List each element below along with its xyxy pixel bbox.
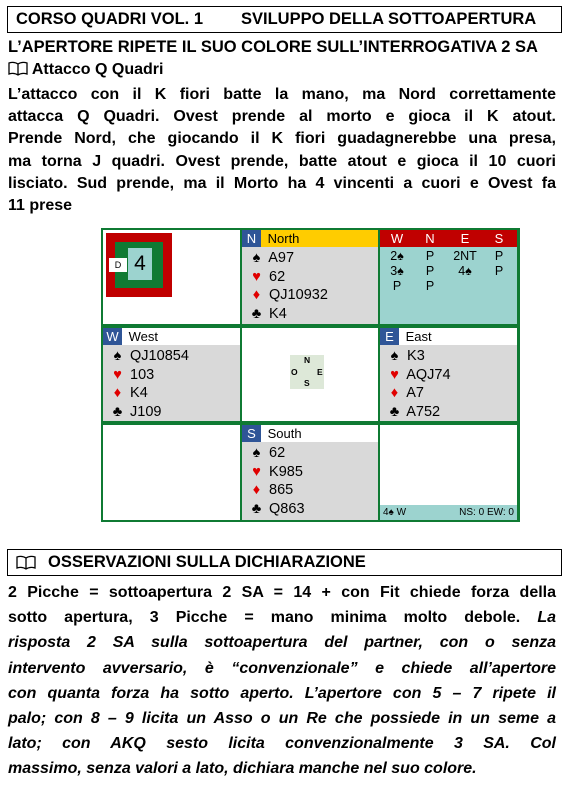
bid-row: 3♠ P 4♠ P [390, 264, 504, 278]
diamond-icon: ♦ [252, 482, 261, 498]
club-icon: ♣ [112, 403, 123, 420]
compass-s: S [304, 378, 310, 388]
bid-col-w: W [390, 231, 404, 246]
east-clubs: ♣ A752 [386, 403, 451, 422]
heart-icon: ♥ [252, 463, 261, 480]
spade-icon: ♠ [252, 445, 261, 461]
west-tag: W [103, 328, 122, 345]
subtitle: L’APERTORE RIPETE IL SUO COLORE SULL’INTERROGATIVA 2 SA [8, 38, 538, 56]
south-diamonds: ♦ 865 [248, 481, 305, 500]
compass-n: N [304, 355, 311, 365]
spade-icon: ♠ [390, 348, 399, 364]
bid-col-e: E [460, 231, 470, 246]
west-name: West [128, 329, 159, 344]
south-spades: ♠ 62 [248, 444, 305, 463]
body-line: attacca Q Quadri. Ovest prende al morto e gioca il K atout. [8, 108, 556, 126]
west-spades: ♠ QJ10854 [109, 347, 189, 366]
west-hearts: ♥ 103 [109, 366, 189, 385]
bidding-header [380, 230, 517, 247]
north-tag: N [242, 230, 261, 247]
dealer-marker: D [109, 258, 127, 272]
heart-icon: ♥ [390, 366, 399, 383]
board-number-cell [103, 230, 240, 324]
east-hand [380, 328, 517, 421]
obs-line: con quanta forza ha sotto aperto. L’apertore con 5 – 7 ripete il [8, 684, 556, 702]
east-header [380, 328, 517, 345]
north-name: North [267, 231, 300, 246]
observations-title: OSSERVAZIONI SULLA DICHIARAZIONE [48, 553, 366, 571]
bid-col-s: S [494, 231, 504, 246]
south-name: South [267, 426, 302, 441]
series-title: CORSO QUADRI VOL. 1 [16, 10, 204, 28]
diamond-icon: ♦ [252, 287, 261, 303]
observations-header [7, 549, 562, 576]
obs-line: intervento avversario, è “convenzionale” e chiede all’apertore [8, 659, 556, 677]
club-icon: ♣ [389, 403, 400, 420]
obs-line: palo; con 8 – 9 licita un Asso o un Re che possiede in un seme a [8, 710, 556, 728]
body-line: 11 prese [8, 197, 73, 215]
spade-icon: ♠ [252, 250, 261, 266]
north-header [242, 230, 378, 247]
book-icon [16, 555, 36, 570]
compass-o: O [291, 367, 298, 377]
obs-line: 2 Picche = sottoapertura 2 SA = 14 + con Fit chiede forza della [8, 584, 556, 601]
deal-diagram [101, 228, 520, 522]
north-spades: ♠ A97 [248, 249, 328, 268]
score-text: NS: 0 EW: 0 [459, 507, 514, 518]
north-clubs: ♣ K4 [248, 305, 328, 324]
west-header [103, 328, 240, 345]
observations-paragraph [8, 580, 556, 782]
east-diamonds: ♦ A7 [386, 384, 451, 403]
east-spades: ♠ K3 [386, 347, 451, 366]
contract-bar [380, 505, 517, 520]
east-hearts: ♥ AQJ74 [386, 366, 451, 385]
board-badge [106, 233, 172, 297]
body-line: Prende Nord, che giocando il K fiori guadagnerebbe una presa, [8, 130, 556, 148]
body-line: ma torna J quadri. Ovest prende, batte atout e gioca il 10 cuori [8, 152, 556, 170]
south-hand [242, 425, 378, 520]
bid-row: P P [392, 279, 435, 293]
book-icon [8, 61, 28, 76]
west-hand [103, 328, 240, 421]
obs-line: lato; con AKQ sesto licita convenzionalmente 3 SA. Col [8, 735, 556, 753]
title-box [7, 6, 562, 33]
diamond-icon: ♦ [113, 385, 122, 401]
club-icon: ♣ [251, 500, 262, 517]
spade-icon: ♠ [113, 348, 122, 364]
topic-title: SVILUPPO DELLA SOTTOAPERTURA [241, 10, 537, 28]
diamond-icon: ♦ [390, 385, 399, 401]
east-name: East [405, 329, 432, 344]
lead-line [8, 61, 163, 79]
bidding-box [380, 230, 517, 324]
heart-icon: ♥ [113, 366, 122, 383]
compass-rose [290, 355, 324, 389]
west-diamonds: ♦ K4 [109, 384, 189, 403]
body-line: L’attacco con il K fiori batte la mano, ma Nord correttamente [8, 86, 556, 103]
body-paragraph [8, 84, 556, 217]
obs-line: risposta 2 SA sulla sottoapertura del partner, con o senza [8, 634, 556, 652]
south-tag: S [242, 425, 261, 442]
north-diamonds: ♦ QJ10932 [248, 286, 328, 305]
west-clubs: ♣ J109 [109, 403, 189, 422]
south-header [242, 425, 378, 442]
contract-text: 4♠ W [383, 507, 407, 518]
body-line: lisciato. Sud prende, ma il Morto ha 4 vincenti a cuori e Ovest fa [8, 174, 556, 192]
obs-line: massimo, senza valori a lato, dichiara manche nel suo colore. [8, 760, 477, 778]
club-icon: ♣ [251, 305, 262, 322]
south-hearts: ♥ K985 [248, 463, 305, 482]
bid-row: 2♠ P 2NT P [390, 249, 504, 263]
obs-line: sotto apertura, 3 Picche = mano minima molto debole. La [8, 609, 556, 627]
table-center [242, 328, 378, 421]
board-number: 4 [128, 248, 152, 280]
north-hand [242, 230, 378, 324]
south-clubs: ♣ Q863 [248, 500, 305, 519]
east-tag: E [380, 328, 399, 345]
compass-e: E [317, 367, 323, 377]
empty-cell [103, 425, 240, 520]
result-cell [380, 425, 517, 520]
heart-icon: ♥ [252, 268, 261, 285]
north-hearts: ♥ 62 [248, 268, 328, 287]
lead-text: Attacco Q Quadri [31, 61, 164, 78]
bid-col-n: N [425, 231, 435, 246]
